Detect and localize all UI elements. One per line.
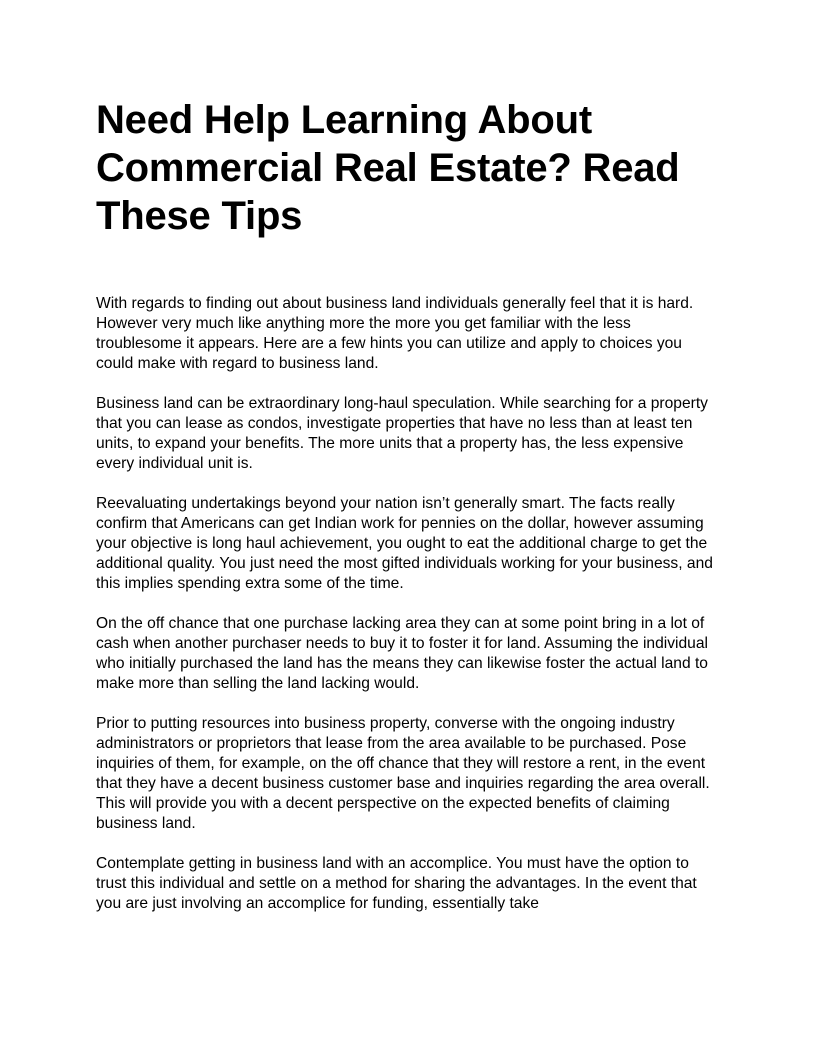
page-title: Need Help Learning About Commercial Real Estate? Read These Tips: [96, 98, 680, 238]
paragraph-6: Contemplate getting in business land with an accomplice. You must have the option to trust this individual and settle on a method for sharing the advantages. In the event that you are just involving an accomplice for funding, essentially take: [96, 855, 697, 912]
article-body: [96, 294, 716, 914]
document-page: [96, 96, 716, 934]
paragraph-1: With regards to finding out about business land individuals generally feel that it is hard. However very much like anything more the more you get familiar with the less troublesome it appears. Here are a few hints you can utilize and apply to choices you could make with regard to business land.: [96, 295, 694, 372]
paragraph-4: On the off chance that one purchase lacking area they can at some point bring in a lot of cash when another purchaser needs to buy it to foster it for land. Assuming the individual who initially purchased the land has the means they can likewise foster the actual land to make more than selling the land lacking would.: [96, 615, 708, 692]
paragraph-2: Business land can be extraordinary long-haul speculation. While searching for a property that you can lease as condos, investigate properties that have no less than at least ten units, to expand your benefits. The more units that a property has, the less expensive every individual unit is.: [96, 395, 708, 472]
paragraph-5: Prior to putting resources into business property, converse with the ongoing industry administrators or proprietors that lease from the area available to be purchased. Pose inquiries of them, for example, on the off chance that they will restore a rent, in the event that they have a decent business customer base and inquiries regarding the area overall. This will provide you with a decent perspective on the expected benefits of claiming business land.: [96, 715, 710, 832]
paragraph-3: Reevaluating undertakings beyond your nation isn’t generally smart. The facts really confirm that Americans can get Indian work for pennies on the dollar, however assuming your objective is long haul achievement, you ought to eat the additional charge to get the additional quality. You just need the most gifted individuals working for your business, and this implies spending extra some of the time.: [96, 495, 713, 592]
